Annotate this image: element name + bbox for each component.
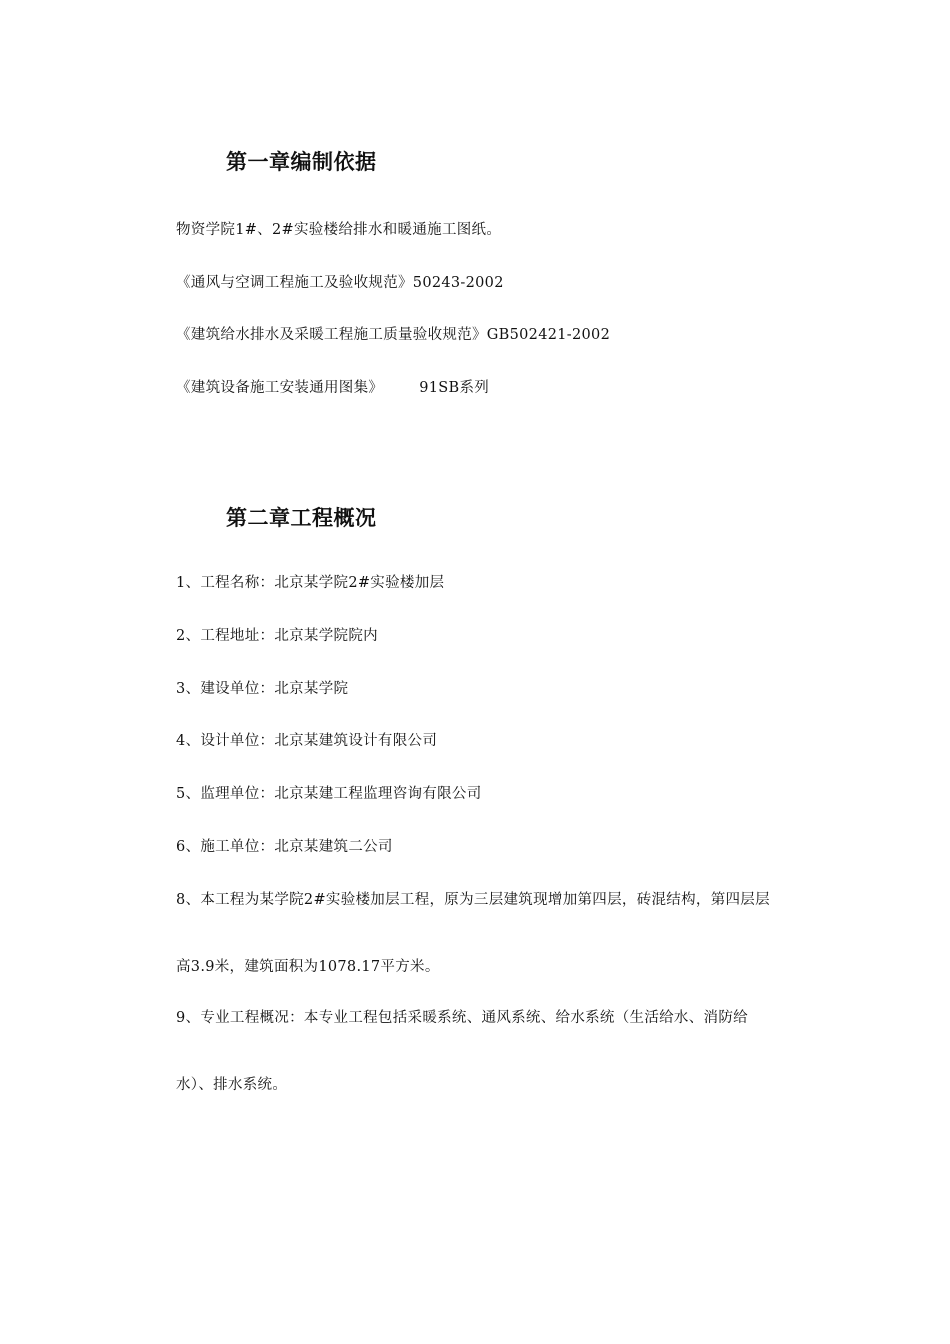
overview-item-2: 2、工程地址：北京某学院院内: [176, 628, 378, 644]
chapter-1-title: 第一章编制依据: [226, 150, 377, 174]
chapter-2-title: 第二章工程概况: [226, 506, 377, 530]
overview-item-9-line-2: 水）、排水系统。: [176, 1077, 288, 1093]
overview-item-8-line-2: 高3.9米，建筑面积为1078.17平方米。: [176, 959, 440, 975]
overview-item-6: 6、施工单位：北京某建筑二公司: [176, 839, 393, 855]
overview-item-3: 3、建设单位：北京某学院: [176, 681, 349, 697]
overview-item-5: 5、监理单位：北京某建工程监理咨询有限公司: [176, 786, 482, 802]
overview-item-8-line-1: 8、本工程为某学院2#实验楼加层工程，原为三层建筑现增加第四层，砖混结构，第四层层: [176, 892, 770, 908]
basis-item-1: 物资学院1#、2#实验楼给排水和暖通施工图纸。: [176, 222, 502, 238]
overview-item-9-line-1: 9、专业工程概况：本专业工程包括采暖系统、通风系统、给水系统（生活给水、消防给: [176, 1010, 748, 1026]
basis-item-4: [176, 376, 489, 397]
basis-item-4-name: 《建筑设备施工安装通用图集》: [176, 380, 384, 396]
basis-item-4-series: 91SB系列: [419, 380, 490, 396]
basis-item-2: 《通风与空调工程施工及验收规范》50243-2002: [176, 275, 504, 291]
overview-item-4: 4、设计单位：北京某建筑设计有限公司: [176, 733, 438, 749]
basis-item-3: 《建筑给水排水及采暖工程施工质量验收规范》GB502421-2002: [176, 327, 611, 343]
overview-item-1: 1、工程名称：北京某学院2#实验楼加层: [176, 575, 445, 591]
